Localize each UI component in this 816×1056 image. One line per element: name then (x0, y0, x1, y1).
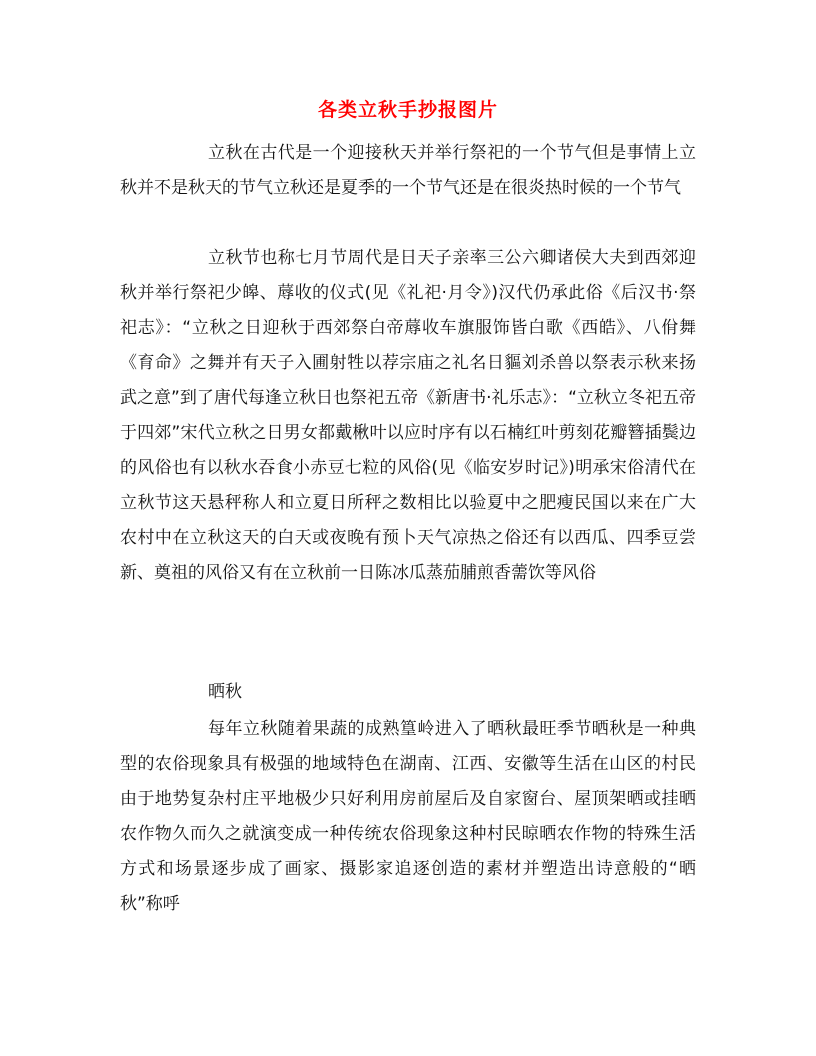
paragraph-history: 立秋节也称七月节周代是日天子亲率三公六卿诸侯大夫到西郊迎秋并举行祭祀少皞、蓐收的仪式(见《礼祀·月令》)汉代仍承此俗《后汉书·祭祀志》：“立秋之日迎秋于西郊祭白帝蓐收车旗服饰皆白歌《西皓》、八佾舞《育命》之舞并有天子入圃射牲以荐宗庙之礼名日貙刘杀兽以祭表示秋来扬武之意”到了唐代每逢立秋日也祭祀五帝《新唐书·礼乐志》：“立秋立冬祀五帝于四郊”宋代立秋之日男女都戴楸叶以应时序有以石楠红叶剪刻花瓣簪插鬓边的风俗也有以秋水吞食小赤豆七粒的风俗(见《临安岁时记》)明承宋俗清代在立秋节这天悬秤称人和立夏日所秤之数相比以验夏中之肥瘦民国以来在广大农村中在立秋这天的白天或夜晚有预卜天气凉热之俗还有以西瓜、四季豆尝新、奠祖的风俗又有在立秋前一日陈冰瓜蒸茄脯煎香薷饮等风俗 (120, 248, 696, 583)
paragraph-shaiqiu: 每年立秋随着果蔬的成熟篁岭进入了晒秋最旺季节晒秋是一种典型的农俗现象具有极强的地域特色在湖南、江西、安徽等生活在山区的村民由于地势复杂村庄平地极少只好利用房前屋后及自家窗台、屋顶架晒或挂晒农作物久而久之就演变成一种传统农俗现象这种村民晾晒农作物的特殊生活方式和场景逐步成了画家、摄影家追逐创造的素材并塑造出诗意般的“晒秋”称呼 (120, 719, 696, 914)
document-title: 各类立秋手抄报图片 (317, 99, 498, 121)
section-heading: 晒秋 (208, 682, 242, 702)
paragraph-intro: 立秋在古代是一个迎接秋天并举行祭祀的一个节气但是事情上立秋并不是秋天的节气立秋还是夏季的一个节气还是在很炎热时候的一个节气 (120, 143, 696, 198)
